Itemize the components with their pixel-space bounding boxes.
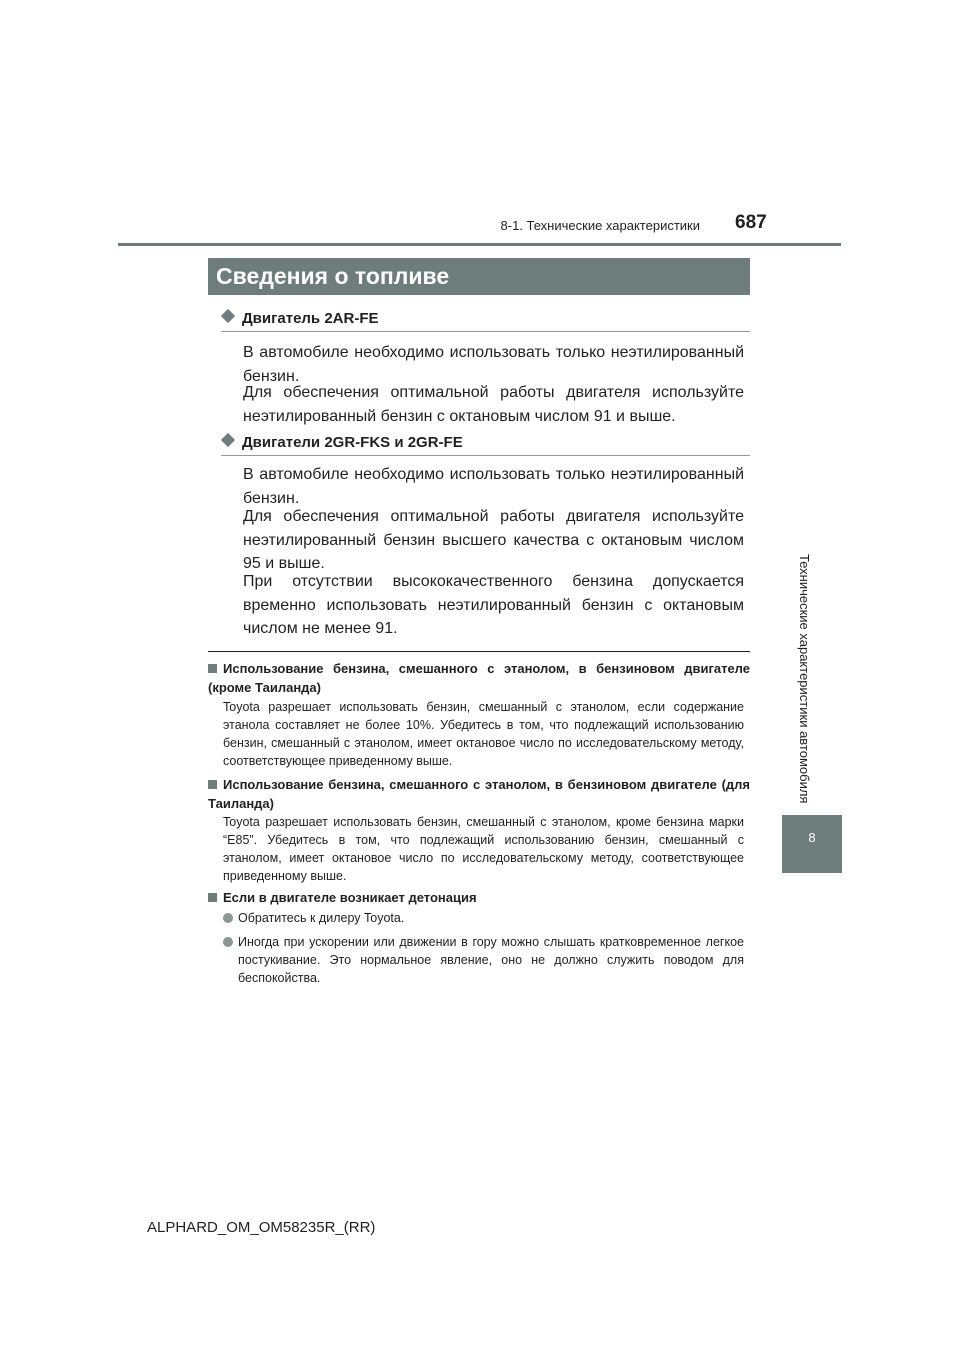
side-tab-number: 8 — [808, 830, 816, 845]
note-heading: Использование бензина, смешанного с этанолом, в бензиновом двигателе (кроме Таиланда) — [208, 661, 750, 695]
square-bullet-icon — [208, 780, 217, 789]
subheading-2ar-fe: Двигатель 2AR-FE — [221, 309, 379, 329]
paragraph: Для обеспечения оптимальной работы двигателя используйте неэтилированный бензин с октановым числом 91 и выше. — [243, 384, 744, 425]
note-heading: Использование бензина, смешанного с этанолом, в бензиновом двигателе (для Таиланда) — [208, 777, 750, 811]
list-item: Обратитесь к дилеру Toyota. — [223, 909, 744, 927]
diamond-icon — [221, 309, 235, 323]
page-title: Сведения о топливе — [216, 263, 450, 289]
note-text: Toyota разрешает использовать бензин, смешанный с этанолом, кроме бензина марки “E85”. Убедитесь в том, что подлежащий использованию бензин, смешанный с этанолом, имеет октановое число по исследовательскому методу, соответствующее приведенному выше. — [223, 815, 744, 883]
section-header: 8-1. Технические характеристики — [500, 218, 700, 233]
footer-code: ALPHARD_OM_OM58235R_(RR) — [147, 1219, 376, 1236]
paragraph: При отсутствии высококачественного бензина допускается временно использовать неэтилированный бензин с октановым числом не менее 91. — [243, 573, 744, 637]
header-rule — [118, 243, 841, 246]
side-tab-label: Технические характеристики автомобиля — [797, 554, 812, 804]
subheading-rule — [221, 455, 750, 456]
list-item: Иногда при ускорении или движении в гору можно слышать кратковременное легкое постукивание. Это нормальное явление, оно не должно служить поводом для беспокойства. — [223, 933, 744, 987]
section-divider — [208, 651, 750, 652]
note-heading: Если в двигателе возникает детонация — [208, 888, 750, 907]
paragraph: В автомобиле необходимо использовать только неэтилированный бензин. — [243, 344, 744, 385]
note-text: Toyota разрешает использовать бензин, смешанный с этанолом, если содержание этанола составляет не более 10%. Убедитесь в том, что подлежащий использованию бензин, смешанный с этанолом, имеет октановое число по исследовательскому методу, соответствующее приведенному выше. — [223, 700, 744, 768]
page-number: 687 — [735, 212, 767, 233]
subheading-rule — [221, 331, 750, 332]
paragraph: Для обеспечения оптимальной работы двигателя используйте неэтилированный бензин высшего качества с октановым числом 95 и выше. — [243, 508, 744, 572]
circle-bullet-icon — [223, 937, 233, 947]
square-bullet-icon — [208, 893, 217, 902]
subheading-2gr: Двигатели 2GR-FKS и 2GR-FE — [221, 433, 463, 453]
circle-bullet-icon — [223, 913, 233, 923]
diamond-icon — [221, 433, 235, 447]
paragraph: В автомобиле необходимо использовать только неэтилированный бензин. — [243, 466, 744, 507]
square-bullet-icon — [208, 664, 217, 673]
